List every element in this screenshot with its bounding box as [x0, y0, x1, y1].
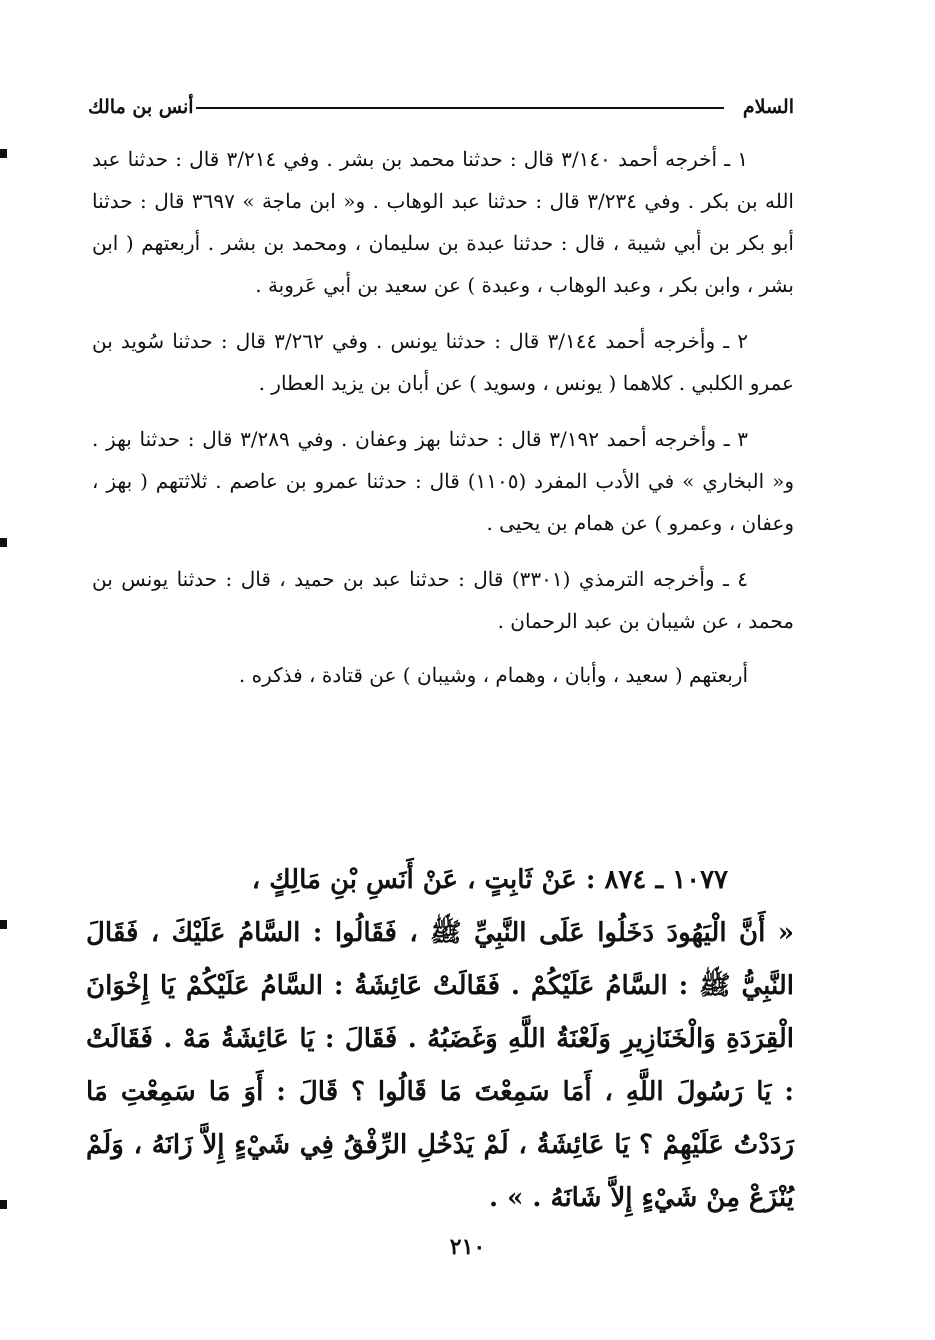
page-number: ٢١٠	[449, 1234, 486, 1260]
chapter-title: السلام	[742, 96, 794, 118]
footnotes-block	[92, 138, 794, 696]
scan-edge-mark	[0, 1200, 7, 1209]
footnote-2: ٢ ـ وأخرجه أحمد ٣/١٤٤ قال : حدثنا يونس . وفي ٣/٢٦٢ قال : حدثنا سُويد بن عمرو الكلبي . كلاهما ( يونس ، وسويد ) عن أبان بن يزيد العطار .	[92, 329, 794, 395]
header-rule	[196, 107, 724, 109]
scan-edge-mark	[0, 538, 7, 547]
narrator-title: أنس بن مالك	[88, 96, 194, 118]
footnote-4: ٤ ـ وأخرجه الترمذي (٣٣٠١) قال : حدثنا عبد بن حميد ، قال : حدثنا يونس بن محمد ، عن شيبان بن عبد الرحمان .	[92, 567, 794, 633]
hadith-block	[86, 854, 794, 1225]
running-header	[88, 92, 794, 122]
footnote-1: ١ ـ أخرجه أحمد ٣/١٤٠ قال : حدثنا محمد بن بشر . وفي ٣/٢١٤ قال : حدثنا عبد الله بن بكر . وفي ٣/٢٣٤ قال : حدثنا عبد الوهاب . و« ابن ماجة » ٣٦٩٧ قال : حدثنا أبو بكر بن أبي شيبة ، قال : حدثنا عبدة بن سليمان ، ومحمد بن بشر . أربعتهم ( ابن بشر ، وابن بكر ، وعبد الوهاب ، وعبدة ) عن سعيد بن أبي عَروبة .	[92, 147, 794, 297]
hadith-number-line: ١٠٧٧ ـ ٨٧٤ : عَنْ ثَابِتٍ ، عَنْ أَنَسِ بْنِ مَالِكٍ ،	[251, 865, 728, 895]
footnote-3: ٣ ـ وأخرجه أحمد ٣/١٩٢ قال : حدثنا بهز وعفان . وفي ٣/٢٨٩ قال : حدثنا بهز . و« البخاري » في الأدب المفرد (١١٠٥) قال : حدثنا عمرو بن عاصم . ثلاثتهم ( بهز ، وعفان ، وعمرو ) عن همام بن يحيى .	[92, 427, 794, 535]
closing-note: أربعتهم ( سعيد ، وأبان ، وهمام ، وشيبان ) عن قتادة ، فذكره .	[238, 663, 748, 687]
hadith-text: « أَنَّ الْيَهُودَ دَخَلُوا عَلَى النَّبِيِّ ﷺ ، فَقَالُوا : السَّامُ عَلَيْكَ ، فَقَالَ النَّبِيُّ ﷺ : السَّامُ عَلَيْكُمْ . فَقَالَتْ عَائِشَةُ : السَّامُ عَلَيْكُمْ يَا إِخْوَانَ الْقِرَدَةِ وَالْخَنَازِيرِ وَلَعْنَةُ اللَّهِ وَغَضَبُهُ . فَقَالَ : يَا عَائِشَةُ مَهْ . فَقَالَتْ : يَا رَسُولَ اللَّهِ ، أَمَا سَمِعْتَ مَا قَالُوا ؟ قَالَ : أَوَ مَا سَمِعْتِ مَا رَدَدْتُ عَلَيْهِمْ ؟ يَا عَائِشَةُ ، لَمْ يَدْخُلِ الرِّفْقُ فِي شَيْءٍ إِلاَّ زَانَهُ ، وَلَمْ يُنْزَعْ مِنْ شَيْءٍ إِلاَّ شَانَهُ . » .	[86, 918, 794, 1213]
scan-edge-mark	[0, 149, 7, 158]
scan-edge-mark	[0, 920, 7, 929]
